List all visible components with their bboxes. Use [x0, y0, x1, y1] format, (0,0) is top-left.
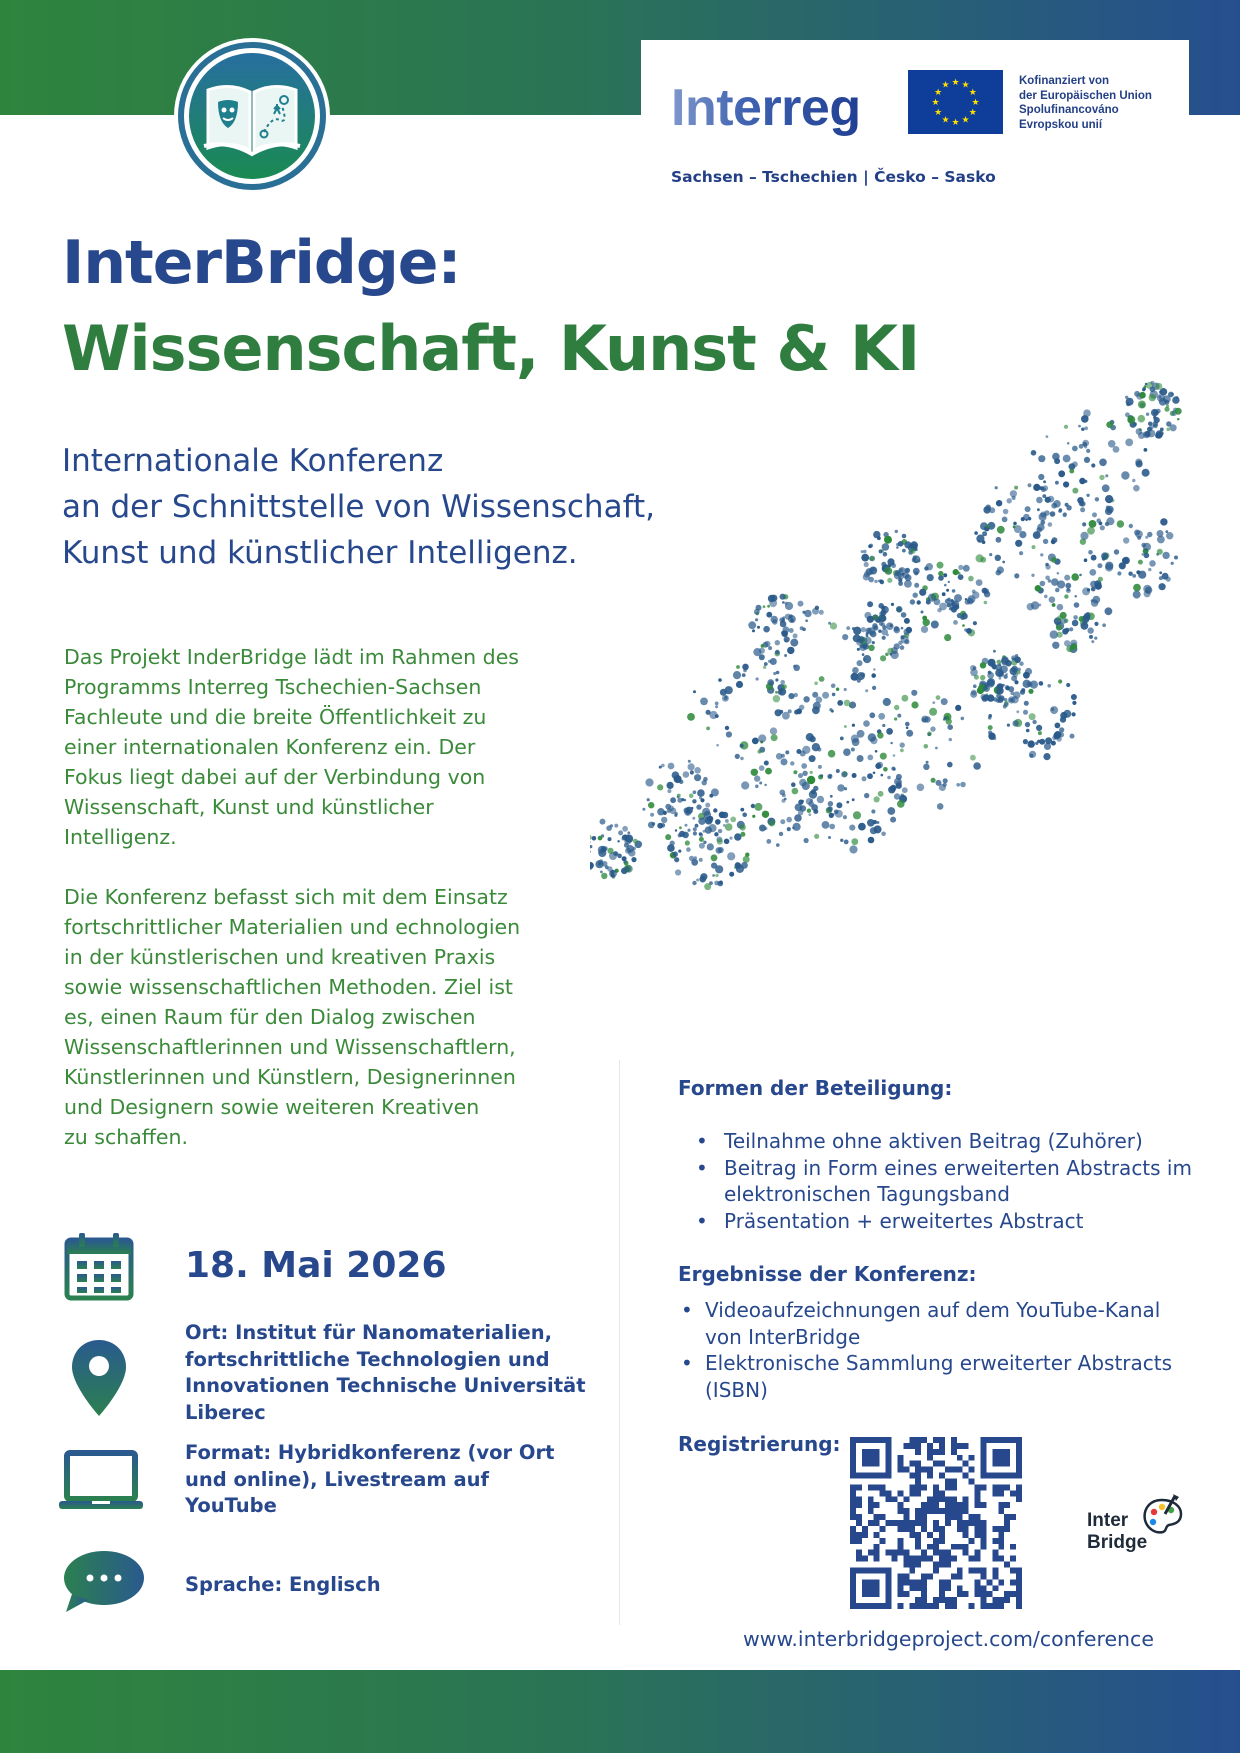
bottom-gradient-bar [0, 1670, 1240, 1753]
interbridge-logo: Inter Bridge [1085, 1492, 1185, 1562]
paint-palette-icon [1139, 1494, 1185, 1540]
page-title-line1: InterBridge: [62, 228, 461, 298]
svg-text:★: ★ [941, 115, 950, 126]
description-paragraph: Die Konferenz befasst sich mit dem Einsatz fortschrittlicher Materialien und echnologien in der künstlerischen und kreativen Praxis sowie wissenschaftlichen Methoden. Ziel ist es, einen Raum für den Dialog zwischen Wissenschaftlerinnen und Wissenschaftlern, Künstlerinnen und Künstlern, Designerinnen und Designern sowie weiteren Kreativen zu schaffen. [64, 885, 521, 1149]
funding-logos [641, 40, 1189, 200]
fractal-illustration [590, 380, 1190, 980]
svg-text:★: ★ [961, 80, 970, 91]
svg-text:★: ★ [941, 80, 950, 91]
svg-text:★: ★ [951, 78, 960, 88]
svg-text:★: ★ [961, 115, 970, 126]
intro-paragraph: Das Projekt InderBridge lädt im Rahmen des Programms Interreg Tschechien-Sachsen Fachleute und die breite Öffentlichkeit zu einer internationalen Konferenz ein. Der Fokus liegt dabei auf der Verbindung von Wissenschaft, Kunst und künstlicher Intelligenz. [64, 645, 519, 849]
location-pin-icon [70, 1338, 128, 1418]
chat-bubble-icon [62, 1550, 146, 1614]
event-location: Ort: Institut für Nanomaterialien, fortschrittliche Technologien und Innovationen Technische Universität Liberec [185, 1321, 586, 1424]
eu-flag-icon [908, 70, 1003, 134]
results-heading: Ergebnisse der Konferenz: [678, 1262, 977, 1286]
qr-code-icon[interactable] [850, 1437, 1022, 1609]
event-date: 18. Mai 2026 [185, 1245, 447, 1286]
list-item: • Präsentation + erweitertes Abstract [724, 1208, 1192, 1235]
list-item: • Teilnahme ohne aktiven Beitrag (Zuhörer) [724, 1128, 1192, 1155]
list-item: • Videoaufzeichnungen auf dem YouTube-Kanal von InterBridge [705, 1297, 1172, 1350]
project-logo [176, 40, 328, 192]
book-with-mask-and-map-icon [176, 40, 328, 192]
event-language: Sprache: Englisch [185, 1573, 381, 1596]
column-divider [619, 1060, 620, 1625]
participation-list [724, 1128, 1192, 1234]
event-format: Format: Hybridkonferenz (vor Ort und online), Livestream auf YouTube [185, 1441, 555, 1517]
svg-text:★: ★ [934, 88, 943, 98]
conference-url-link[interactable]: www.interbridgeproject.com/conference [743, 1627, 1154, 1651]
eu-cofinancing-text: Kofinanziert von der Europäischen Union Spolufinancováno Evropskou unií [1019, 75, 1152, 131]
svg-text:★: ★ [931, 98, 940, 108]
svg-text:★: ★ [951, 118, 960, 128]
svg-text:★: ★ [968, 88, 977, 98]
participation-heading: Formen der Beteiligung: [678, 1076, 953, 1100]
svg-text:★: ★ [934, 108, 943, 118]
svg-text:★: ★ [968, 108, 977, 118]
svg-text:★: ★ [971, 98, 980, 108]
interreg-logo: Interreg [671, 79, 861, 137]
laptop-icon [58, 1450, 144, 1512]
registration-heading: Registrierung: [678, 1432, 841, 1456]
subtitle: Internationale Konferenz an der Schnittstelle von Wissenschaft, Kunst und künstlicher Intelligenz. [62, 443, 655, 571]
page-title-line2: Wissenschaft, Kunst & KI [62, 312, 920, 385]
results-list [705, 1297, 1172, 1403]
calendar-icon [64, 1232, 134, 1302]
list-item: • Elektronische Sammlung erweiterter Abstracts (ISBN) [705, 1350, 1172, 1403]
list-item: • Beitrag in Form eines erweiterten Abstracts im elektronischen Tagungsband [724, 1155, 1192, 1208]
region-label: Sachsen – Tschechien | Česko – Sasko [671, 168, 996, 186]
